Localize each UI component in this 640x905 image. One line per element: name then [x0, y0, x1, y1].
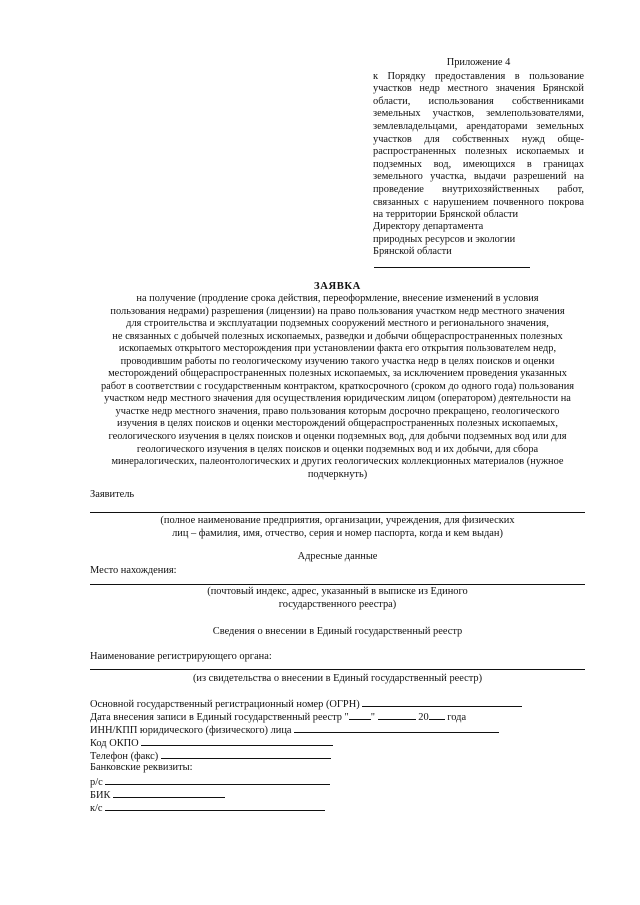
- phone-label: Телефон (факс): [90, 751, 159, 762]
- registry-date-quote: ": [370, 712, 376, 723]
- application-subject-line: работ в соответствии с государственным контрактом, краткосрочного (сроком до одного года) пользования: [100, 380, 575, 392]
- application-subject-line: участком недр местного значения для осуществления юридическим лицом (оператором) деятельности на: [104, 393, 571, 405]
- registry-date-year-line[interactable]: [429, 710, 445, 720]
- addressee-text-line: Директору департамента: [373, 221, 484, 232]
- applicant-label: Заявитель: [90, 489, 135, 500]
- addressee-block: [373, 221, 584, 259]
- registry-authority-field-line[interactable]: [90, 669, 585, 670]
- registry-heading: Сведения о внесении в Единый государственный реестр: [212, 626, 463, 637]
- ogrn-input-line[interactable]: [362, 697, 522, 707]
- appendix-text-line: участков для собственных нужд обще-: [373, 133, 584, 145]
- appendix-text-line: землевладельцами, арендаторами земельных: [373, 120, 584, 132]
- registry-authority-note: (из свидетельства о внесении в Единый государственный реестр): [192, 673, 483, 684]
- appendix-block: [373, 57, 584, 222]
- appendix-text: [373, 71, 584, 222]
- application-subject-line: проводившим работы по геологическому изучению такого участка недр в целях поисков и оценки: [120, 355, 555, 367]
- addressee-signature-line: [374, 267, 530, 268]
- location-label: Место нахождения:: [90, 565, 177, 576]
- appendix-text-line: области, использования собственниками: [373, 95, 584, 107]
- appendix-text-line: участков недр местного значения Брянской: [373, 83, 584, 95]
- ks-input-line[interactable]: [105, 801, 325, 811]
- application-subject: [90, 293, 585, 481]
- application-subject-line: геологического изучения в целях поисков и оценки подземных вод и их добычи, для сбора: [136, 443, 539, 455]
- registry-date-month-line[interactable]: [378, 710, 416, 720]
- application-subject-line: на получение (продление срока действия, переоформление, внесение изменений в условия: [136, 293, 539, 304]
- okpo-label: Код ОКПО: [90, 738, 139, 749]
- registry-date-century: 20: [418, 712, 429, 723]
- registry-date-year-word: года: [447, 712, 467, 723]
- address-note-line: государственного реестра): [278, 598, 397, 610]
- application-subject-line: минералогических, палеонтологических и других геологических коллекционных материалов (нужное: [111, 456, 564, 468]
- addressee-text-line: природных ресурсов и экологии: [373, 233, 516, 245]
- application-title: ЗАЯВКА: [314, 281, 361, 292]
- location-field-line[interactable]: [90, 584, 585, 585]
- registry-authority-label: Наименование регистрирующего органа:: [90, 651, 272, 662]
- ogrn-label: Основной государственный регистрационный номер (ОГРН): [90, 699, 360, 710]
- appendix-text-line: связанных с нарушением почвенного покрова: [373, 196, 584, 208]
- application-subject-line: изучения в целях поисков и оценки месторождений общераспространенных полезных ископаемых,: [117, 418, 558, 430]
- application-subject-line: подчеркнуть): [307, 468, 368, 480]
- appendix-text-line: проведение внутрихозяйственных работ,: [373, 183, 584, 195]
- bik-label: БИК: [90, 790, 111, 801]
- appendix-text-line: земельных участков, землепользователями,: [373, 108, 584, 120]
- appendix-text-line: на территории Брянской области: [373, 209, 519, 221]
- appendix-text-line: подземных вод, имеющихся в границах: [373, 158, 584, 170]
- inn-label: ИНН/КПП юридического (физического) лица: [90, 725, 292, 736]
- phone-input-line[interactable]: [161, 749, 331, 759]
- applicant-note-line: (полное наименование предприятия, организации, учреждения, для физических: [160, 515, 515, 526]
- okpo-input-line[interactable]: [141, 736, 333, 746]
- application-subject-line: ископаемых открытого месторождения при установлении факта его открытия пользователем недр,: [118, 343, 557, 355]
- address-note-line: (почтовый индекс, адрес, указанный в выписке из Единого: [207, 586, 468, 597]
- application-subject-line: геологического изучения в целях поисков и оценки подземных вод, для добычи подземных вод или для: [108, 431, 567, 443]
- application-subject-line: участке недр местного значения, право пользования которым досрочно прекращено, геологического: [115, 405, 560, 417]
- addressee-text-line: Брянской области: [373, 246, 452, 258]
- applicant-field-note: [90, 515, 585, 540]
- application-subject-line: не связанных с добычей полезных ископаемых, разведки и добычи общераспространенных полезных: [112, 330, 563, 342]
- applicant-note-line: лиц – фамилия, имя, отчество, серия и номер паспорта, когда и кем выдан): [172, 527, 503, 539]
- appendix-text-line: распространенных полезных ископаемых и: [373, 146, 584, 158]
- inn-input-line[interactable]: [294, 723, 499, 733]
- ks-row: [90, 801, 325, 815]
- application-subject-line: пользования недрами) разрешения (лицензии) на право пользования участком недр местного значения: [110, 305, 565, 317]
- location-field-note: [90, 586, 585, 611]
- rs-label: р/с: [90, 777, 103, 788]
- bik-input-line[interactable]: [113, 788, 225, 798]
- rs-input-line[interactable]: [105, 775, 330, 785]
- applicant-field-line[interactable]: [90, 512, 585, 513]
- application-subject-line: месторождений общераспространенных полезных ископаемых, за исключением проведения указанных: [108, 368, 567, 380]
- appendix-title: Приложение 4: [446, 57, 511, 68]
- appendix-text-line: земельного участка, выдачи разрешений на: [373, 171, 584, 183]
- appendix-text-line: к Порядку предоставления в пользование: [373, 70, 584, 82]
- ks-label: к/с: [90, 803, 103, 814]
- bank-details-label: Банковские реквизиты:: [90, 762, 193, 773]
- registry-date-label: Дата внесения записи в Единый государственный реестр ": [90, 712, 349, 723]
- application-subject-line: для строительства и эксплуатации подземных сооружений местного и регионального значения,: [126, 318, 549, 330]
- registry-date-day-line[interactable]: [349, 710, 371, 720]
- address-heading: Адресные данные: [297, 551, 378, 562]
